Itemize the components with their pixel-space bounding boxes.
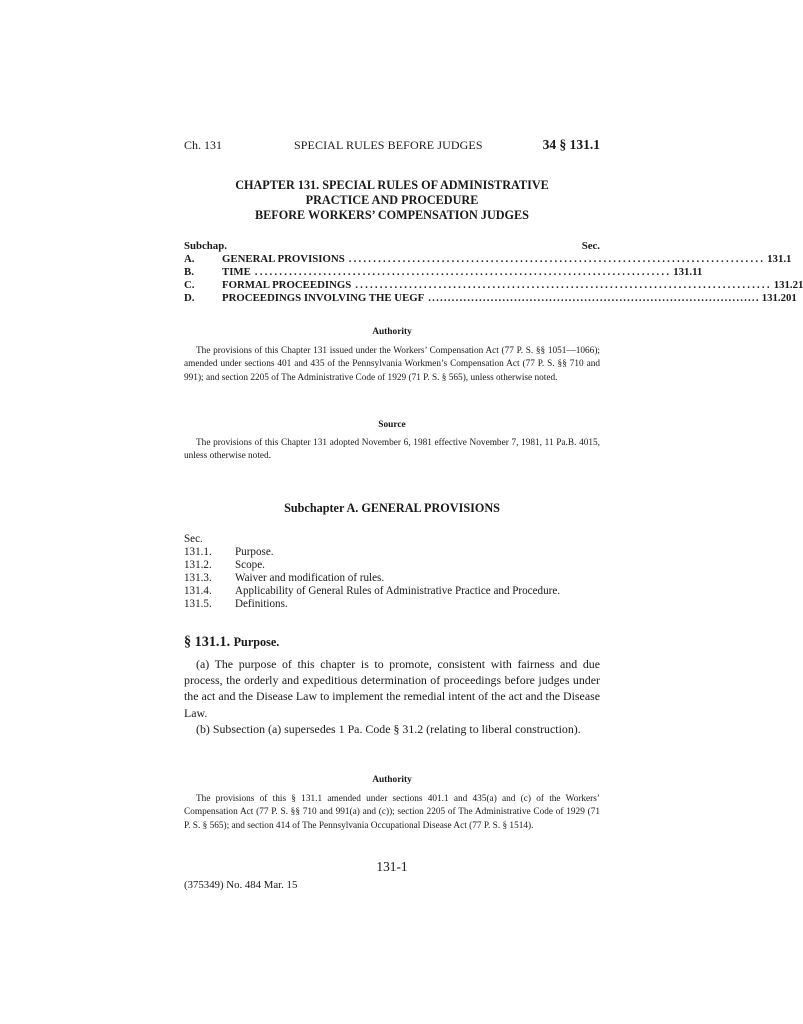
toc-leader-dots: ..................................................................................... (355, 279, 772, 291)
source-text: The provisions of this Chapter 131 adopted November 6, 1981 effective November 7, 1981, 11 Pa.B. 4015, unless otherwise noted. (184, 438, 600, 462)
chapter-title (184, 178, 600, 223)
section-list-item (184, 559, 600, 572)
toc-row-section: 131.201 (761, 292, 797, 304)
section-list-title: Waiver and modification of rules. (235, 571, 385, 584)
running-head-section: 34 § 131.1 (542, 137, 600, 152)
page-footer: (375349) No. 484 Mar. 15 (184, 879, 298, 891)
toc-subchap-label: Subchap. (184, 240, 227, 252)
section-131-1 (184, 634, 600, 737)
toc-row (184, 292, 797, 305)
section-body (184, 656, 600, 737)
toc-row (184, 253, 792, 266)
running-head-chapter: Ch. 131 (184, 138, 223, 152)
section-paragraph-a: (a) The purpose of this chapter is to promote, consistent with fairness and due process, the orderly and expeditious determination of proceedings before judges under the act and the Disease Law to implement the remedial intent of the act and the Disease Law. (184, 657, 601, 720)
toc-row-letter: B. (184, 266, 194, 278)
section-list-item (184, 572, 600, 585)
section-list-number: 131.1. (184, 545, 212, 558)
section-list-label: Sec. (184, 533, 203, 545)
section-title: Purpose. (233, 635, 280, 649)
section-heading (184, 634, 600, 651)
toc-row-section: 131.1 (767, 253, 792, 265)
section-list-item (184, 546, 600, 559)
page-number: 131-1 (376, 859, 408, 874)
section-authority-heading: Authority (372, 775, 412, 785)
authority-text: The provisions of this Chapter 131 issued under the Workers’ Compensation Act (77 P. S. §§ 1051—1066); amended under sections 401 and 435 of the Pennsylvania Workmen’s Compensation Act (77 P. S. §§ 710 and 991); and section 2205 of The Administrative Code of 1929 (71 P. S. § 565), unless otherwise noted. (184, 346, 600, 383)
section-list-title: Scope. (235, 558, 265, 571)
toc-row-letter: A. (184, 253, 195, 265)
toc-row-name: GENERAL PROVISIONS (222, 253, 345, 265)
section-authority-note (184, 793, 600, 833)
toc-row-name: TIME (222, 266, 251, 278)
chapter-title-line-1: CHAPTER 131. SPECIAL RULES OF ADMINISTRATIVE (235, 178, 549, 192)
toc-row (184, 266, 703, 279)
section-paragraph-b: (b) Subsection (a) supersedes 1 Pa. Code § 31.2 (relating to liberal construction). (196, 721, 581, 736)
section-list-number: 131.3. (184, 571, 212, 584)
toc-row (184, 279, 803, 292)
section-list-number: 131.2. (184, 558, 212, 571)
section-list-number: 131.4. (184, 584, 212, 597)
toc-header (184, 240, 600, 253)
running-head-title: SPECIAL RULES BEFORE JUDGES (294, 138, 483, 152)
section-list-title: Applicability of General Rules of Administrative Practice and Procedure. (235, 584, 561, 597)
source-note (184, 437, 600, 464)
toc-leader-dots: ..................................................................................... (254, 266, 672, 278)
toc-row-name: PROCEEDINGS INVOLVING THE UEGF (222, 292, 425, 304)
section-list-item (184, 598, 600, 611)
toc-row-letter: C. (184, 279, 195, 291)
source-heading: Source (378, 420, 406, 430)
toc-leader-dots: ..................................................................................... (428, 292, 760, 304)
section-list (184, 533, 600, 610)
section-list-number: 131.5. (184, 597, 212, 610)
toc-row-section: 131.11 (673, 266, 703, 278)
section-number: § 131.1. (184, 634, 231, 650)
toc-row-section: 131.21 (773, 279, 803, 291)
authority-heading: Authority (372, 327, 412, 337)
authority-note (184, 345, 600, 385)
subchapter-table-of-contents (184, 240, 803, 305)
section-list-title: Definitions. (235, 597, 288, 610)
section-list-item (184, 585, 600, 598)
section-authority-text: The provisions of this § 131.1 amended under sections 401.1 and 435(a) and (c) of the Workers’ Compensation Act (77 P. S. §§ 710 and 991(a) and (c)); section 2205 of The Administrative Code of 1929 (71 P. S. § 565); and section 414 of The Pennsylvania Occupational Disease Act (77 P. S. § 1514). (184, 794, 600, 831)
section-list-title: Purpose. (235, 545, 274, 558)
toc-row-name: FORMAL PROCEEDINGS (222, 279, 352, 291)
subchapter-title: Subchapter A. GENERAL PROVISIONS (284, 501, 500, 515)
running-head (184, 138, 600, 154)
chapter-title-line-2: PRACTICE AND PROCEDURE (305, 193, 479, 207)
chapter-title-line-3: BEFORE WORKERS’ COMPENSATION JUDGES (255, 208, 529, 222)
toc-sec-label: Sec. (581, 240, 600, 252)
toc-leader-dots: ..................................................................................... (348, 253, 766, 265)
toc-row-letter: D. (184, 292, 195, 304)
